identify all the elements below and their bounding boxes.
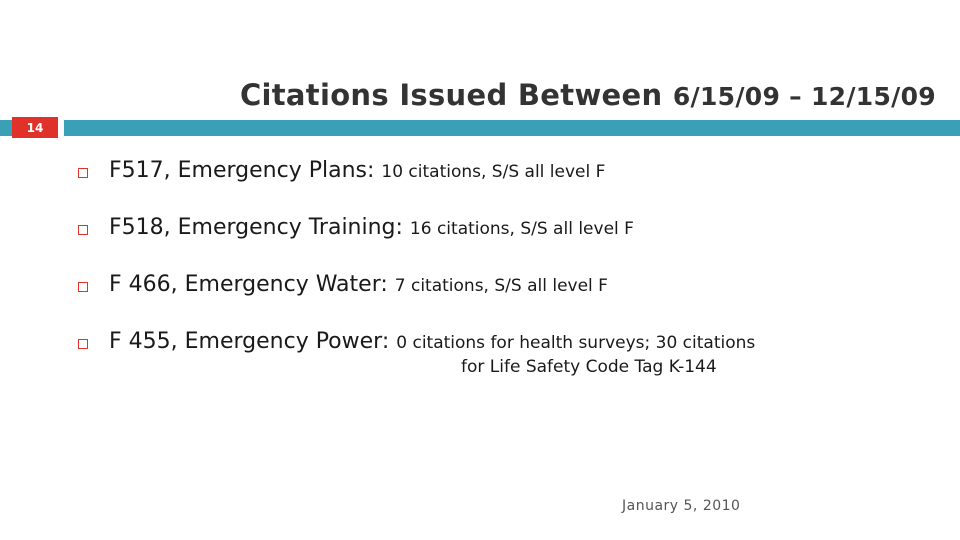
footer-date: January 5, 2010 bbox=[622, 498, 741, 514]
bullet-item bbox=[78, 215, 634, 240]
bullet-detail: 0 citations for health surveys; 30 citations bbox=[396, 333, 756, 353]
bullet-heading: F517, Emergency Plans: bbox=[109, 158, 382, 183]
header-bar bbox=[64, 120, 960, 136]
title-main: Citations Issued Between bbox=[239, 78, 673, 112]
title-date-range: 6/15/09 – 12/15/09 bbox=[672, 82, 936, 111]
header-bar-left bbox=[0, 120, 12, 136]
bullet-detail-continuation: for Life Safety Code Tag K-144 bbox=[461, 357, 717, 377]
square-bullet-icon bbox=[78, 282, 88, 292]
bullet-item bbox=[78, 158, 605, 183]
slide-title bbox=[240, 78, 936, 112]
bullet-detail: 7 citations, S/S all level F bbox=[394, 276, 608, 296]
slide-number: 14 bbox=[12, 117, 58, 138]
square-bullet-icon bbox=[78, 339, 88, 349]
bullet-heading: F 466, Emergency Water: bbox=[109, 272, 395, 297]
bullet-heading: F 455, Emergency Power: bbox=[109, 329, 397, 354]
square-bullet-icon bbox=[78, 168, 88, 178]
square-bullet-icon bbox=[78, 225, 88, 235]
bullet-detail: 10 citations, S/S all level F bbox=[381, 162, 606, 182]
bullet-item bbox=[78, 272, 608, 297]
bullet-heading: F518, Emergency Training: bbox=[109, 215, 410, 240]
bullet-detail: 16 citations, S/S all level F bbox=[409, 219, 634, 239]
bullet-item bbox=[78, 329, 755, 377]
